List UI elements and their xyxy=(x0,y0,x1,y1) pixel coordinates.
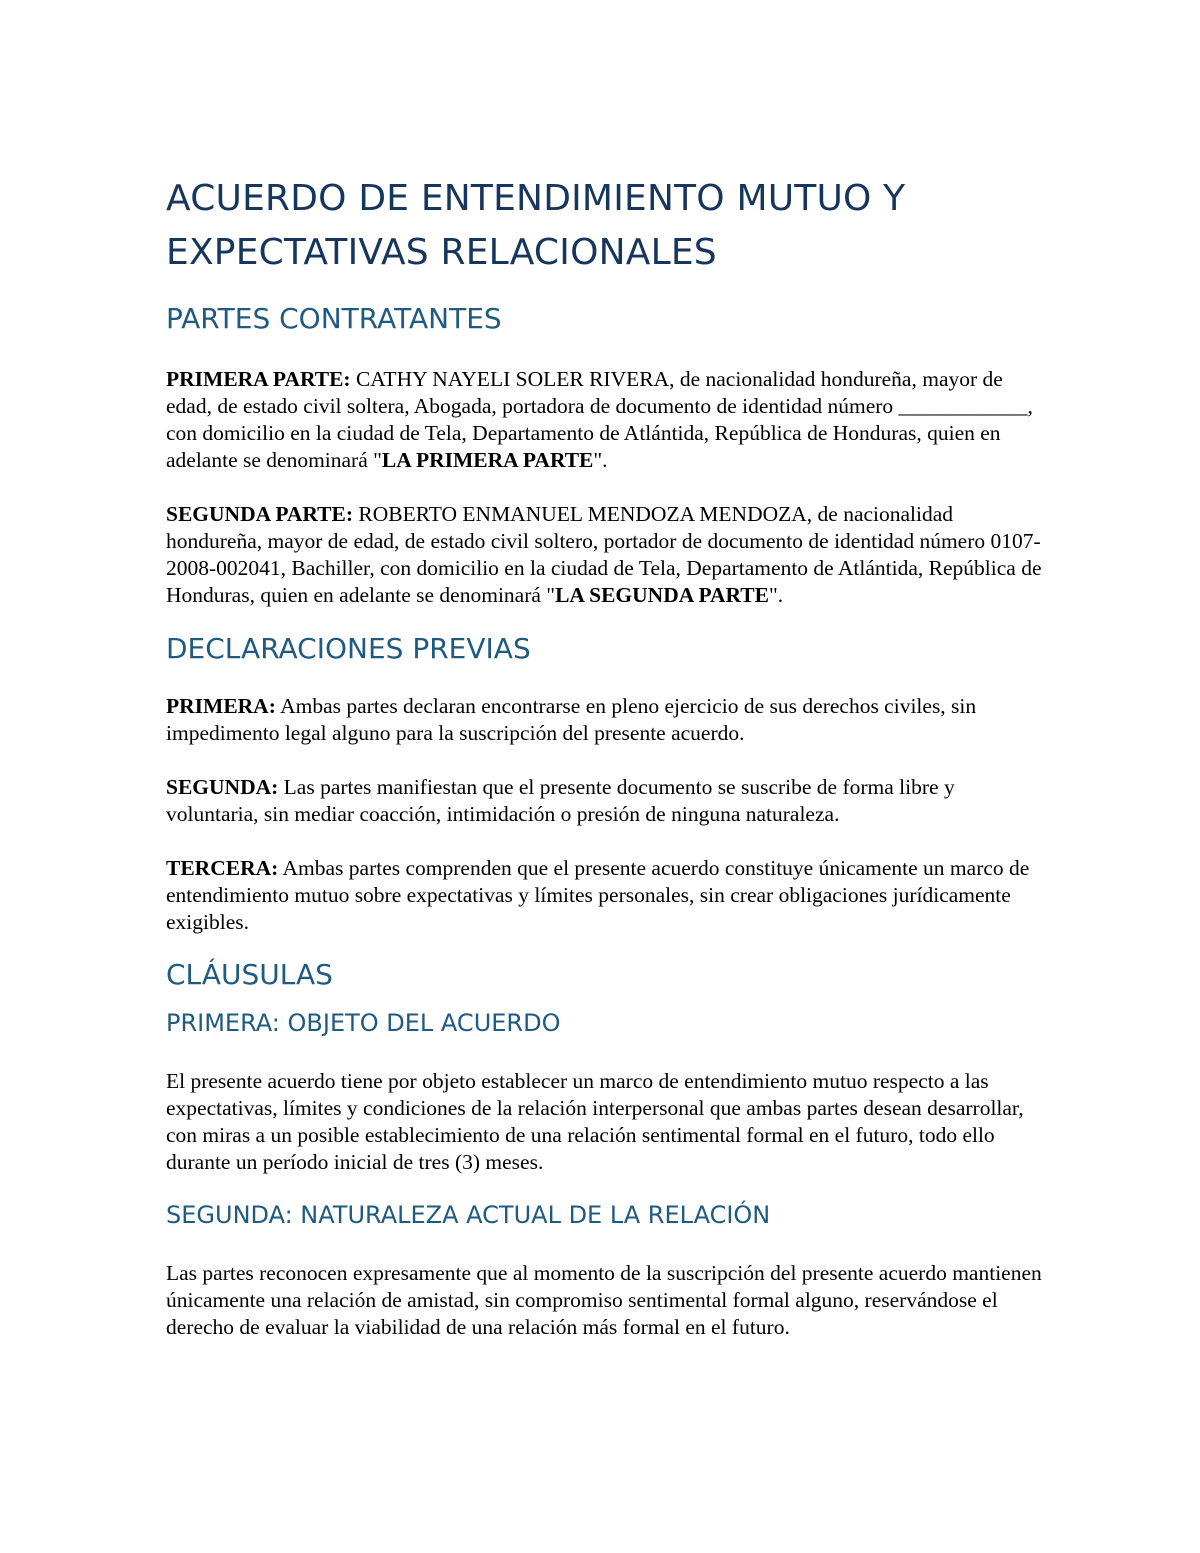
clausula-primera-text: El presente acuerdo tiene por objeto establecer un marco de entendimiento mutuo respecto a las expectativas, límites y condiciones de la relación interpersonal que ambas partes desean desarrollar, con miras a un posible establecimiento de una relación sentimental formal en el futuro, todo ello durante un período inicial de tres (3) meses. xyxy=(166,1069,1024,1174)
declaracion-segunda-text: Las partes manifiestan que el presente documento se suscribe de forma libre y voluntaria, sin mediar coacción, intimidación o presión de ninguna naturaleza. xyxy=(166,775,955,826)
clausula-primera-heading: PRIMERA: OBJETO DEL ACUERDO xyxy=(166,1009,561,1037)
declaracion-tercera-text: Ambas partes comprenden que el presente acuerdo constituye únicamente un marco de entendimiento mutuo sobre expectativas y límites personales, sin crear obligaciones jurídicamente exigibles. xyxy=(166,856,1030,934)
declaracion-tercera xyxy=(166,855,1046,936)
primera-parte-paragraph xyxy=(166,366,1046,474)
segunda-parte-label: SEGUNDA PARTE: xyxy=(166,502,353,526)
primera-parte-alias: LA PRIMERA PARTE xyxy=(381,448,594,472)
declaracion-primera xyxy=(166,693,1046,747)
document-page xyxy=(166,172,1046,1341)
segunda-parte-alias: LA SEGUNDA PARTE xyxy=(555,583,769,607)
clausula-segunda-text: Las partes reconocen expresamente que al momento de la suscripción del presente acuerdo mantienen únicamente una relación de amistad, sin compromiso sentimental formal alguno, reservándose el derecho de evaluar la viabilidad de una relación más formal en el futuro. xyxy=(166,1261,1042,1339)
segunda-parte-text: ROBERTO ENMANUEL MENDOZA MENDOZA, de nacionalidad hondureña, mayor de edad, de estado civil soltero, portador de documento de identidad número 0107-2008-002041, Bachiller, con domicilio en la ciudad de Tela, Departamento de Atlántida, República de Honduras, quien en adelante se denominará " xyxy=(166,502,1042,607)
primera-parte-end: ". xyxy=(593,448,608,472)
primera-parte-text: CATHY NAYELI SOLER RIVERA, de nacionalidad hondureña, mayor de edad, de estado civil soltera, Abogada, portadora de documento de identidad número ____________, con domicilio en la ciudad de Tela, Departamento de Atlántida, República de Honduras, quien en adelante se denominará " xyxy=(166,367,1033,472)
clausula-segunda-heading: SEGUNDA: NATURALEZA ACTUAL DE LA RELACIÓN xyxy=(166,1201,771,1229)
document-title: ACUERDO DE ENTENDIMIENTO MUTUO Y EXPECTATIVAS RELACIONALES xyxy=(166,178,906,273)
declaracion-tercera-label: TERCERA: xyxy=(166,856,279,880)
declaracion-primera-text: Ambas partes declaran encontrarse en pleno ejercicio de sus derechos civiles, sin impedimento legal alguno para la suscripción del presente acuerdo. xyxy=(166,694,977,745)
declaracion-segunda xyxy=(166,774,1046,828)
declaraciones-heading: DECLARACIONES PREVIAS xyxy=(166,632,531,665)
segunda-parte-end: ". xyxy=(768,583,784,607)
declaracion-segunda-label: SEGUNDA: xyxy=(166,775,279,799)
primera-parte-label: PRIMERA PARTE: xyxy=(166,367,351,391)
declaracion-primera-label: PRIMERA: xyxy=(166,694,276,718)
partes-heading: PARTES CONTRATANTES xyxy=(166,302,502,335)
segunda-parte-paragraph xyxy=(166,501,1046,609)
clausulas-heading: CLÁUSULAS xyxy=(166,958,333,991)
